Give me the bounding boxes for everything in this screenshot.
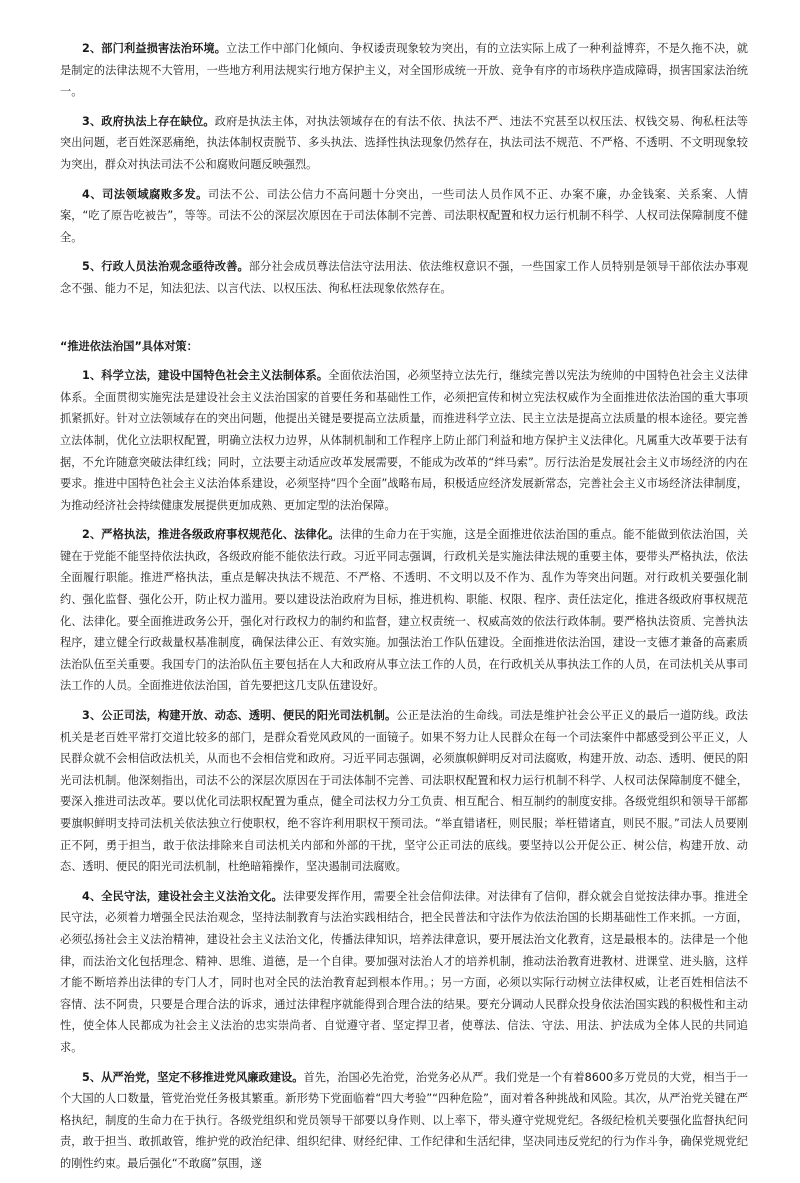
measures-heading: “推进依法治国”具体对策： — [60, 339, 198, 353]
paragraph-body: 部分社会成员尊法信法守法用法、依法维权意识不强，一些国家工作人员特别是领导干部依法办事观念不强、能力不足，知法犯法、以言代法、以权压法、徇私枉法现象依然存在。 — [60, 260, 748, 295]
paragraph-lead: 2、部门利益损害法治环境。 — [82, 42, 227, 55]
measure-paragraph-4 — [60, 886, 748, 1059]
problem-paragraph-5 — [60, 256, 748, 299]
problem-paragraph-4 — [60, 184, 748, 249]
measure-paragraph-2 — [60, 524, 748, 697]
paragraph-lead: 3、政府执法上存在缺位。 — [82, 114, 215, 128]
paragraph-lead: 4、全民守法，建设社会主义法治文化。 — [82, 889, 283, 903]
problem-paragraph-3 — [60, 111, 748, 176]
paragraph-body: 公正是法治的生命线。司法是维护社会公平正义的最后一道防线。政法机关是老百姓平常打交道比较多的部门，是群众看党风政风的一面镜子。如果不努力让人民群众在每一个司法案件中都感受到公平正义，人民群众就不会相信政法机关，从而也不会相信党和政府。习近平同志强调，必须旗帜鲜明反对司法腐败，构建开放、动态、透明、便民的阳光司法机制。他深刻指出，司法不公的深层次原因在于司法体制不完善、司法职权配置和权力运行机制不科学、人权司法保障制度不健全，要深入推进司法改革。要以优化司法职权配置为重点，健全司法权力分工负责、相互配合、相互制约的制度安排。各级党组织和领导干部都要旗帜鲜明支持司法机关依法独立行使职权，绝不容许利用职权干预司法。“举直错诸枉，则民服；举枉错诸直，则民不服。”司法人员要刚正不阿，勇于担当，敢于依法排除来自司法机关内部和外部的干扰，坚守公正司法的底线。要坚持以公开促公正、树公信，构建开放、动态、透明、便民的阳光司法机制，杜绝暗箱操作，坚决遏制司法腐败。 — [60, 709, 748, 874]
paragraph-body: 法律的生命力在于实施，这是全面推进依法治国的重点。能不能做到依法治国，关键在于党能不能坚持依法执政，各级政府能不能依法行政。习近平同志强调，行政机关是实施法律法规的重要主体，要带头严格执法，依法全面履行职能。推进严格执法，重点是解决执法不规范、不严格、不透明、不文明以及不作为、乱作为等突出问题。对行政机关要强化制约、强化监督、强化公开，防止权力滥用。要以建设法治政府为目标，推进机构、职能、权限、程序、责任法定化，推进各级政府事权规范化、法律化。要全面推进政务公开，强化对行政权力的制约和监督，建立权责统一、权威高效的依法行政体制。要严格执法资质、完善执法程序，建立健全行政裁量权基准制度，确保法律公正、有效实施。加强法治工作队伍建设。全面推进依法治国，建设一支德才兼备的高素质法治队伍至关重要。我国专门的法治队伍主要包括在人大和政府从事立法工作的人员，在行政机关从事执法工作的人员，在司法机关从事司法工作的人员。全面推进依法治国，首先要把这几支队伍建设好。 — [60, 528, 748, 693]
paragraph-body: 司法不公、司法公信力不高问题十分突出，一些司法人员作风不正、办案不廉，办金钱案、关系案、人情案，“吃了原告吃被告”，等等。司法不公的深层次原因在于司法体制不完善、司法职权配置和权力运行机制不科学、人权司法保障制度不健全。 — [60, 187, 748, 244]
measure-paragraph-1 — [60, 365, 748, 516]
paragraph-lead: 5、从严治党，坚定不移推进党风廉政建设。 — [82, 1070, 304, 1084]
paragraph-body: 法律要发挥作用，需要全社会信仰法律。对法律有了信仰，群众就会自觉按法律办事。推进全民守法，必须着力增强全民法治观念，坚持法制教育与法治实践相结合，把全民普法和守法作为依法治国的长期基础性工作来抓。一方面，必须弘扬社会主义法治精神，建设社会主义法治文化，传播法律知识，培养法律意识，要开展法治文化教育，这是最根本的。法律是一个他律，而法治文化包括理念、精神、思维、道德，是一个自律。要加强对法治人才的培养机制，推动法治教育进教材、进课堂、进头脑，这样才能不断培养出法律的专门人才，同时也对全民的法治教育起到根本作用。；另一方面，必须以实际行动树立法律权威，让老百姓相信法不容情、法不阿贵，只要是合理合法的诉求，通过法律程序就能得到合理合法的结果。要充分调动人民群众投身依法治国实践的积极性和主动性，使全体人民都成为社会主义法治的忠实崇尚者、自觉遵守者、坚定捍卫者，使尊法、信法、守法、用法、护法成为全体人民的共同追求。 — [60, 889, 748, 1054]
paragraph-body: 政府是执法主体，对执法领域存在的有法不依、执法不严、违法不究甚至以权压法、权钱交易、徇私枉法等突出问题，老百姓深恶痛绝，执法体制权责脱节、多头执法、选择性执法现象仍然存在，执法司法不规范、不严格、不透明、不文明现象较为突出，群众对执法司法不公和腐败问题反映强烈。 — [60, 114, 748, 171]
paragraph-lead: 1、科学立法，建设中国特色社会主义法制体系。 — [82, 369, 329, 383]
measure-paragraph-5 — [60, 1067, 748, 1175]
paragraph-lead: 5、行政人员法治观念亟待改善。 — [82, 260, 249, 274]
paragraph-body: 立法工作中部门化倾向、争权诿责现象较为突出，有的立法实际上成了一种利益博弈，不是久拖不决，就是制定的法律法规不大管用，一些地方利用法规实行地方保护主义，对全国形成统一开放、竞争有序的市场秩序造成障碍，损害国家法治统一。 — [60, 42, 748, 99]
paragraph-body: 首先，治国必先治党，治党务必从严。我们党是一个有着8600多万党员的大党，相当于一个大国的人口数量，管党治党任务极其繁重。新形势下党面临着“四大考验”“四种危险”，面对着各种挑战和风险。其次，从严治党关键在严格执纪，制度的生命力在于执行。各级党组织和党员领导干部要以身作则、以上率下，带头遵守党规党纪。各级纪检机关要强化监督执纪问责，敢于担当、敢抓敢管，维护党的政治纪律、组织纪律、财经纪律、工作纪律和生活纪律，坚决同违反党纪的行为作斗争，确保党规党纪的刚性约束。最后强化“不敢腐”氛围，遂 — [60, 1070, 748, 1170]
document-page — [60, 38, 748, 1183]
paragraph-lead: 4、司法领域腐败多发。 — [82, 187, 208, 201]
problem-paragraph-2 — [60, 38, 748, 103]
paragraph-lead: 3、公正司法，构建开放、动态、透明、便民的阳光司法机制。 — [82, 709, 397, 723]
paragraph-lead: 2、严格执法，推进各级政府事权规范化、法律化。 — [82, 528, 340, 542]
paragraph-body: 全面依法治国，必须坚持立法先行，继续完善以宪法为统帅的中国特色社会主义法律体系。全面贯彻实施宪法是建设社会主义法治国家的首要任务和基础性工作，必须把宣传和树立宪法权威作为全面推进依法治国的重大事项抓紧抓好。针对立法领域存在的突出问题，他提出关键是要提高立法质量，而推进科学立法、民主立法是提高立法质量的根本途径。要完善立法体制，优化立法职权配置，明确立法权力边界，从体制机制和工作程序上防止部门利益和地方保护主义法律化。凡属重大改革要于法有据，不允许随意突破法律红线；同时，立法要主动适应改革发展需要，不能成为改革的“绊马索”。厉行法治是发展社会主义市场经济的内在要求。推进中国特色社会主义法治体系建设，必须坚持“四个全面”战略布局，积极适应经济发展新常态，完善社会主义市场经济法律制度，为推动经济社会持续健康发展提供更加成熟、更加定型的法治保障。 — [60, 369, 748, 512]
measure-paragraph-3 — [60, 705, 748, 878]
